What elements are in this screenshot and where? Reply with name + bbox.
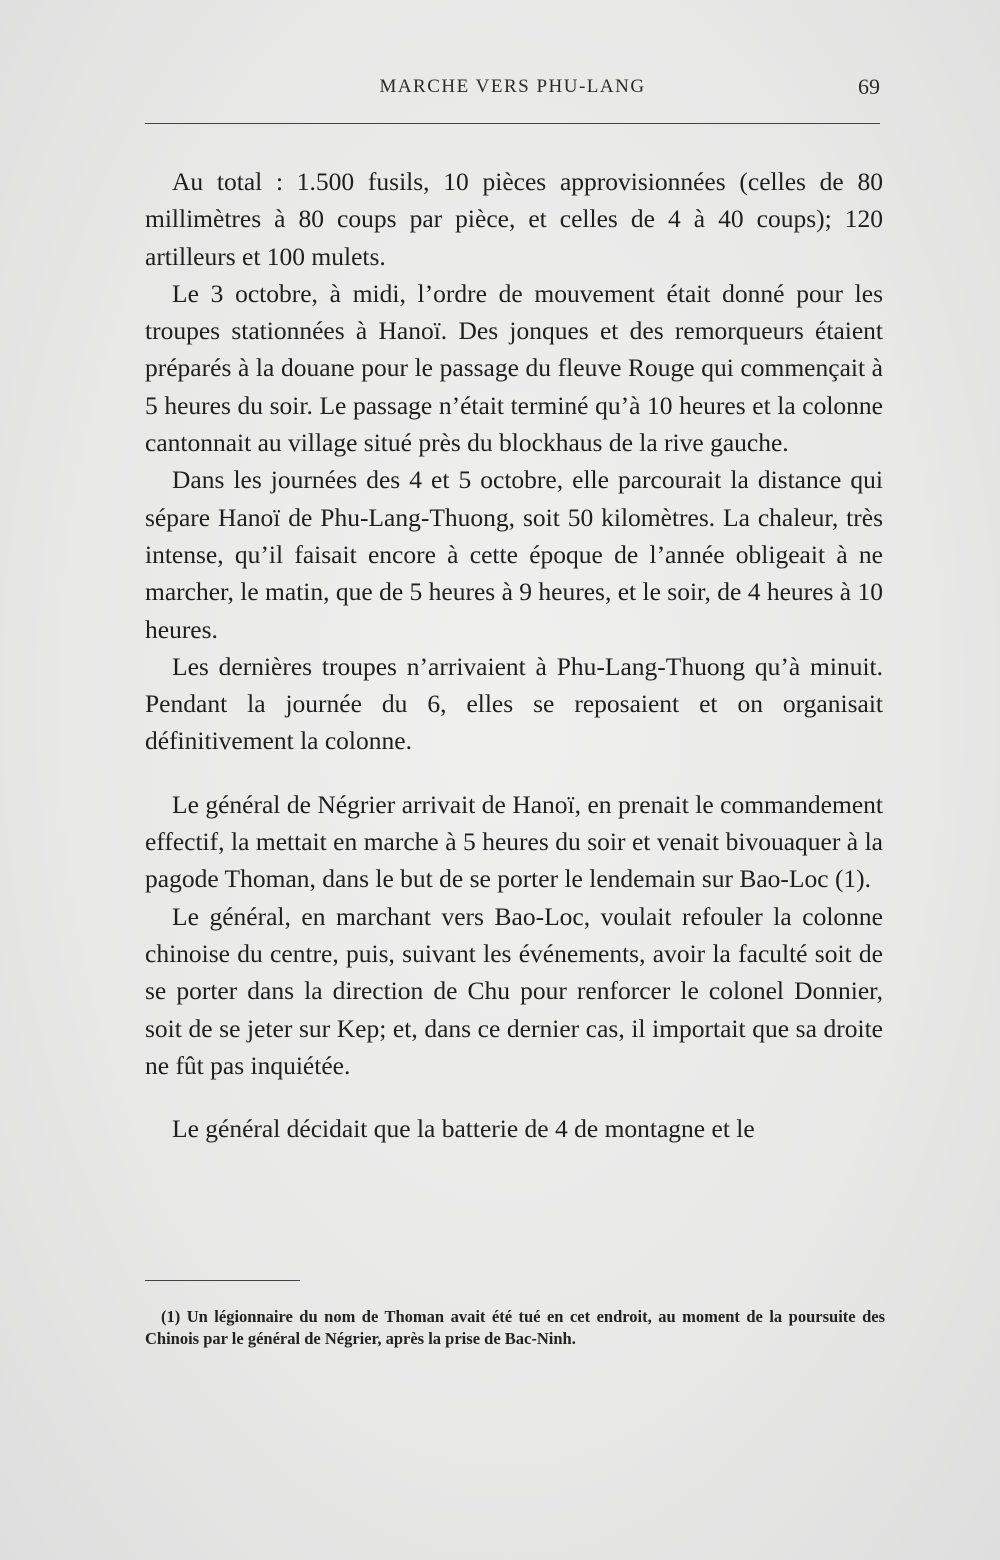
footnote-text: (1) Un légionnaire du nom de Thoman avait été tué en cet endroit, au moment de la poursuite des Chinois par le général de Négrier, après la prise de Bac-Ninh. <box>145 1307 885 1348</box>
footnote-rule <box>145 1280 300 1281</box>
header-rule <box>145 123 880 124</box>
page-number: 69 <box>858 74 880 99</box>
page-header <box>145 76 880 106</box>
paragraph: Le général, en marchant vers Bao-Loc, voulait refouler la colonne chinoise du centre, puis, suivant les événements, avoir la faculté soit de se porter dans la direction de Chu pour renforcer le colonel Donnier, soit de se jeter sur Kep; et, dans ce dernier cas, il importait que sa droite ne fût pas inquiétée. <box>145 901 883 1080</box>
running-head: MARCHE VERS PHU-LANG <box>379 76 646 97</box>
paragraph: Le général décidait que la batterie de 4 de montagne et le <box>172 1114 755 1144</box>
body-text <box>145 163 883 1147</box>
paragraph: Les dernières troupes n’arrivaient à Phu-Lang-Thuong qu’à minuit. Pendant la journée du 6, elles se reposaient et on organisait définitivement la colonne. <box>145 651 883 756</box>
footnote <box>145 1306 885 1350</box>
paragraph: Le 3 octobre, à midi, l’ordre de mouvement était donné pour les troupes stationnées à Hanoï. Des jonques et des remorqueurs étaient préparés à la douane pour le passage du fleuve Rouge qui commençait à 5 heures du soir. Le passage n’était terminé qu’à 10 heures et la colonne cantonnait au village situé près du blockhaus de la rive gauche. <box>145 278 883 458</box>
paragraph: Au total : 1.500 fusils, 10 pièces approvisionnées (celles de 80 millimètres à 80 coups par pièce, et celles de 4 à 40 coups); 120 artilleurs et 100 mulets. <box>145 167 883 271</box>
paragraph: Le général de Négrier arrivait de Hanoï, en prenait le commandement effectif, la mettait en marche à 5 heures du soir et venait bivouaquer à la pagode Thoman, dans le but de se porter le lendemain sur Bao-Loc (1). <box>145 789 883 894</box>
paragraph: Dans les journées des 4 et 5 octobre, elle parcourait la distance qui sépare Hanoï de Phu-Lang-Thuong, soit 50 kilomètres. La chaleur, très intense, qu’il faisait encore à cette époque de l’année obligeait à ne marcher, le matin, que de 5 heures à 9 heures, et le soir, de 4 heures à 10 heures. <box>145 465 883 644</box>
